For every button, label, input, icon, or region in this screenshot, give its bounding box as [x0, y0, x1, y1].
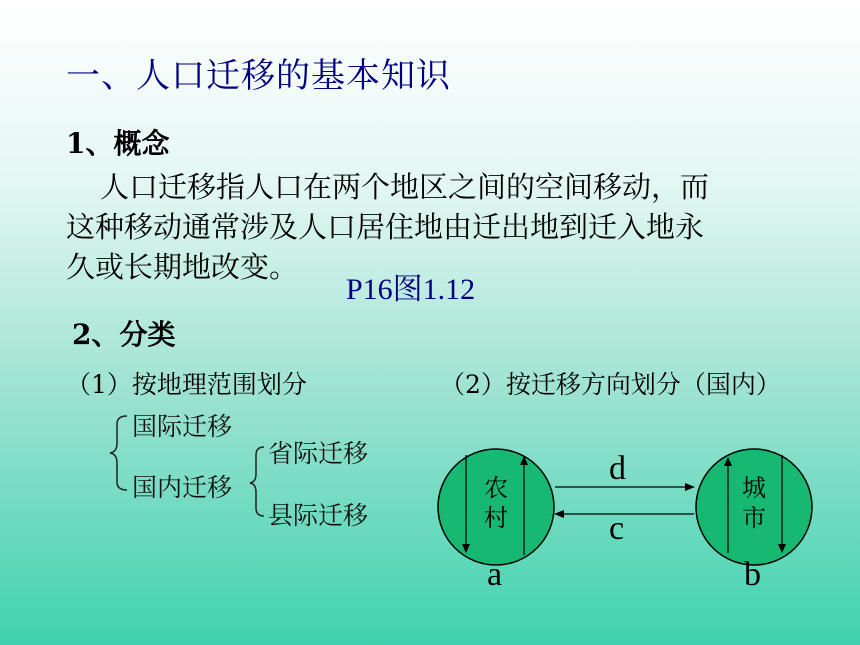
tree-domestic: 国内迁移	[132, 473, 233, 502]
paragraph-line-1: 人口迁移指人口在两个地区之间的空间移动，而	[100, 170, 710, 204]
section-heading-classification: 2、分类	[72, 318, 176, 351]
slide-title: 一、人口迁移的基本知识	[66, 56, 451, 96]
tree-interprovincial: 省际迁移	[268, 439, 369, 468]
rural-label	[481, 473, 511, 533]
tree-intercounty: 县际迁移	[268, 501, 369, 530]
urban-label	[739, 473, 769, 533]
arrow-c-head	[554, 510, 564, 518]
label-d: d	[609, 450, 626, 487]
section-heading-concept: 1、概念	[66, 127, 170, 160]
urban-label-line-1: 城	[742, 474, 766, 502]
label-a: a	[487, 556, 503, 593]
label-c: c	[609, 510, 625, 547]
subheading-by-direction: （2）按迁移方向划分（国内）	[440, 370, 781, 399]
subheading-by-geography: （1）按地理范围划分	[66, 370, 307, 399]
rural-label-line-2: 村	[484, 504, 508, 532]
paragraph-line-3: 久或长期地改变。	[66, 250, 299, 284]
label-b: b	[744, 556, 761, 593]
tree-brace-inner	[250, 447, 264, 516]
arrow-d-head	[685, 483, 695, 491]
paragraph-line-2: 这种移动通常涉及人口居住地由迁出地到迁入地永	[66, 210, 705, 244]
tree-brace-outer	[110, 416, 127, 490]
urban-label-line-2: 市	[742, 504, 766, 532]
rural-label-line-1: 农	[484, 474, 508, 502]
figure-reference: P16图1.12	[346, 273, 476, 306]
tree-international: 国际迁移	[132, 412, 233, 441]
